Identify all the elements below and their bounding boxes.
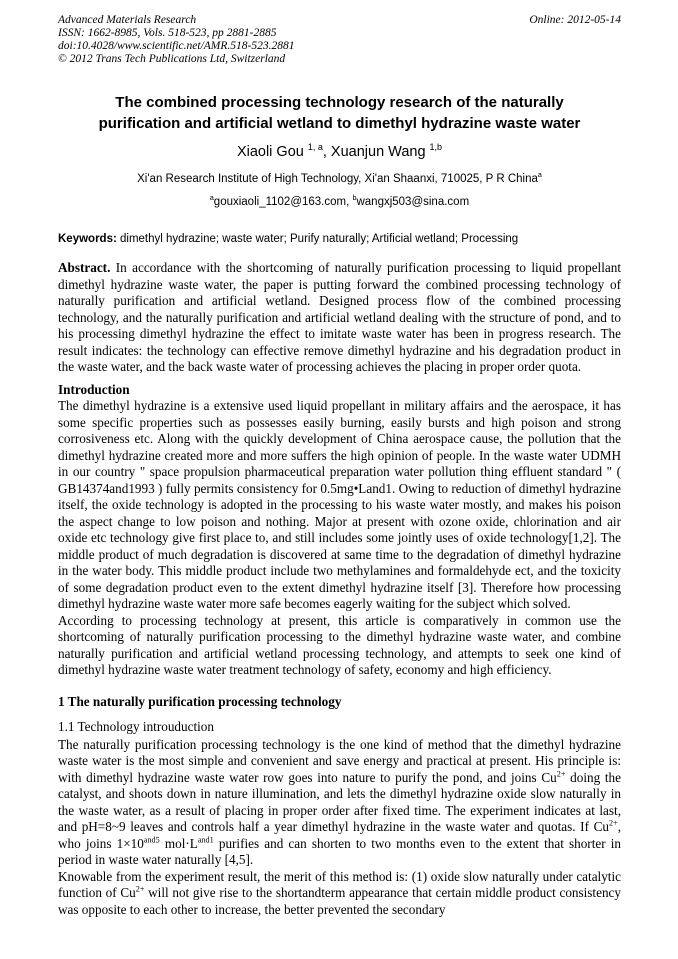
paper-title-line-2: purification and artificial wetland to dimethyl hydrazine waste water <box>98 115 581 132</box>
section-1-1-paragraph-1: The naturally purification processing technology is the one kind of method that the dimethyl hydrazine waste water is the most simple and convenient and save energy and practical at present. His principle is: with dimethyl hydrazine waste water row goes into nature to purify the pond, and joins $Cu^{2+}$ doing the catalyst, and shoots down in nature illumination, and lets the dimethyl hydrazine oxide slow naturally in the waste water, as a result of placing in proper order after fixed time. The experiment indicates at last, and pH=8~9 leaves and controls half a year dimethyl hydrazine in the waste water and quotas. If $Cu^{2+}$, who joins $1\times 10^{and5}$ $mol\cdot L^{and1}$ purifies and can shorten to two months even to the extent that shorter in period in waste water naturally [4,5]. <box>58 736 622 867</box>
paper-title <box>58 92 621 134</box>
publication-info <box>58 14 294 66</box>
introduction-paragraph-2: According to processing technology at present, this article is comparatively in common use the shortcoming of naturally purification processing to the dimethyl hydrazine waste water, and combine naturally purification and artificial wetland processing technology, and attempts to seek one kind of dimethyl hydrazine waste water treatment technology of safety, economy and high efficiency. <box>58 612 621 677</box>
introduction-paragraph-1: The dimethyl hydrazine is a extensive used liquid propellant in military affairs and the aerospace, it has some specific properties such as possesses easily burning, easily bursts and high poison and strong corrosiveness etc. Along with the quickly development of China aerospace cause, the pollution that the dimethyl hydrazine created more and more suffers the high opinion of people. In the waste water UDMH in our country " space propulsion pharmaceutical preparation water pollution thing effluent standard " ( GB14374and1993 ) fully permits consistency for 0.5mg•Land1. Owing to reduction of dimethyl hydrazine itself, the oxide technology is adopted in the processing to his waste water mostly, and makes his poison the aspect change to low poison and nothing. Major at present with ozone oxide, chlorination and air oxide etc technology give first place to, and still includes some jointly uses of oxide technology[1,2]. The middle product of much degradation is discovered at same time to the degradation of dimethyl hydrazine in the water body. This middle product include two methylamines and formaldehyde ect, and the toxicity of some degradation product even to the extent dimethyl hydrazine itself [3]. Therefore how processing dimethyl hydrazine waste water more safe becomes eagerly waiting for the subject which solved. <box>58 398 621 611</box>
authors-line: Xiaoli Gou $^{1, a}$, Xuanjun Wang $^{1,b}$ <box>236 142 443 160</box>
section-1-1-paragraph-2: Knowable from the experiment result, the merit of this method is: (1) oxide slow naturally under catalytic function of $Cu^{2+}$ will not give rise to the shortandterm appearance that certain middle product consistency was opposite to each other to increase, the better prevented the secondary <box>58 868 621 917</box>
abstract-paragraph <box>58 260 621 376</box>
affiliation-line: Xi'an Research Institute of High Technology, Xi'an Shaanxi, 710025, P R China$^a$ <box>137 171 542 185</box>
publication-header <box>58 14 621 66</box>
introduction-heading: Introduction <box>58 381 130 397</box>
emails-line: $^a$gouxiaoli_1102@163.com, $^b$wangxj503@sina.com <box>209 194 470 208</box>
keywords-label: Keywords: <box>58 233 117 245</box>
keywords-text: dimethyl hydrazine; waste water; Purify naturally; Artificial wetland; Processing <box>116 233 519 245</box>
section-1-1-heading: 1.1 Technology introuduction <box>58 719 214 734</box>
issn-line: ISSN: 1662-8985, Vols. 518-523, pp 2881-2885 <box>58 27 277 39</box>
abstract-label: Abstract. <box>58 260 111 275</box>
keywords-line <box>58 232 621 246</box>
journal-name: Advanced Materials Research <box>58 14 197 26</box>
online-date: Online: 2012-05-14 <box>529 14 621 26</box>
section-1-heading: 1 The naturally purification processing technology <box>58 693 342 709</box>
doi-line: doi:10.4028/www.scientific.net/AMR.518-523.2881 <box>58 40 295 52</box>
paper-title-line-1: The combined processing technology research of the naturally <box>115 94 564 111</box>
abstract-text: In accordance with the shortcoming of naturally purification processing to liquid propellant dimethyl hydrazine waste water, the paper is putting forward the combined processing technology of naturally purification and artificial wetland. Designed process flow of the combined processing technology, and the naturally purification and artificial wetland dealing with the structure of pond, and to his processing dimethyl hydrazine the effect to imitate waste water has been in progress research. The result indicates: the technology can effective remove dimethyl hydrazine and his degradation product in the waste water, and the back waste water of processing achieves the placing in proper order quota. <box>58 260 621 374</box>
copyright-line: © 2012 Trans Tech Publications Ltd, Switzerland <box>58 53 286 65</box>
